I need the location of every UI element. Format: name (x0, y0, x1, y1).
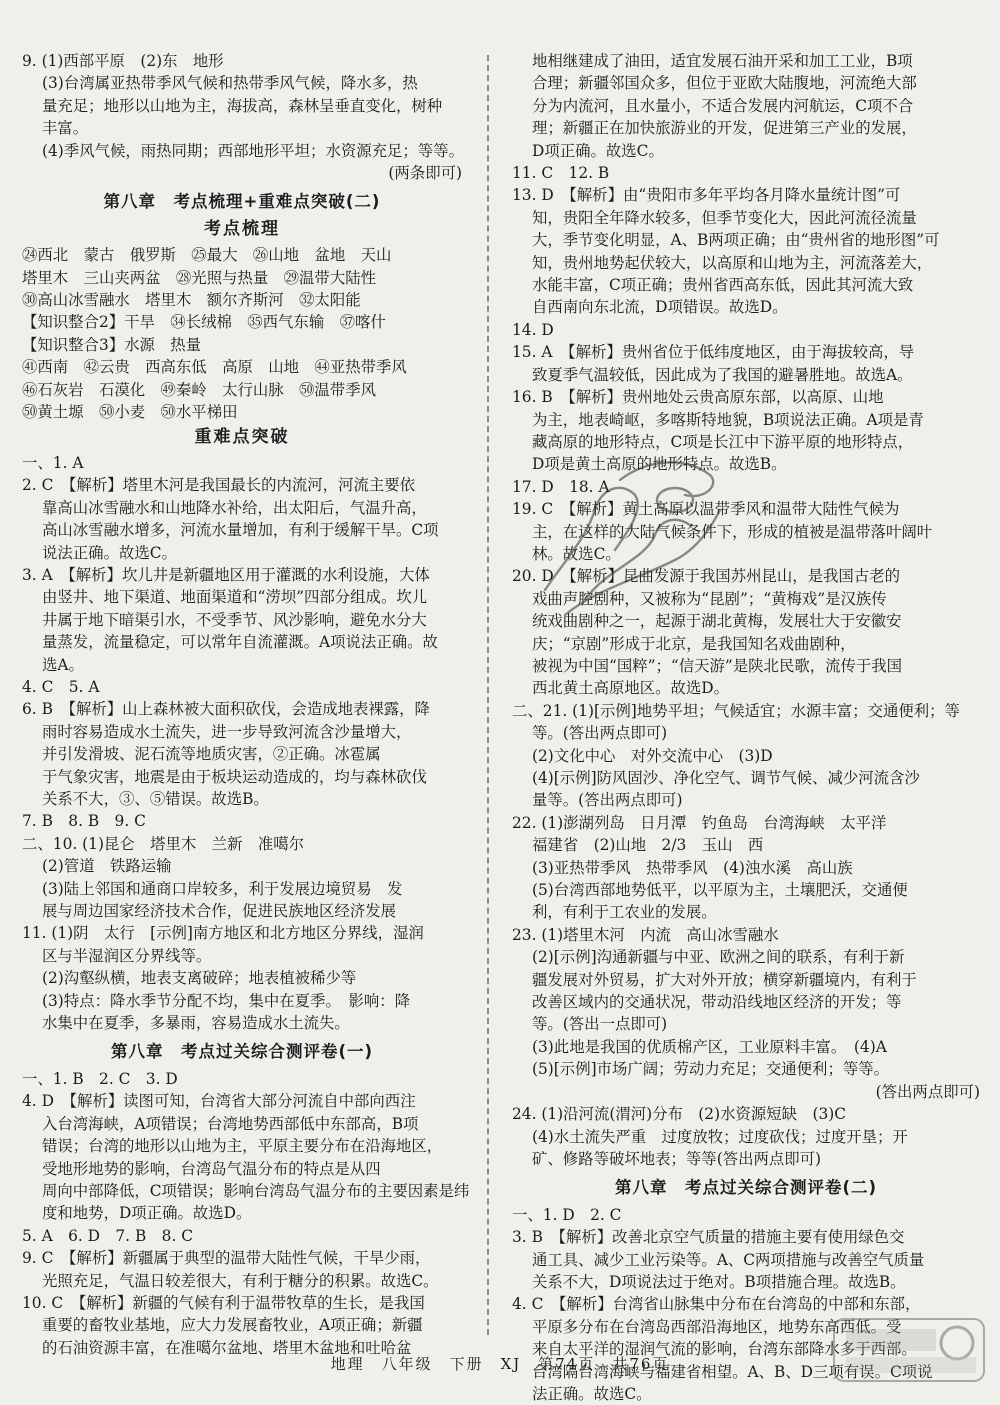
answer-line: 【知识整合2】干旱 ㉞长绒棉 ㉟西气东输 ㊲喀什 (22, 313, 386, 332)
answer-line: 福建省 (2)山地 2/3 玉山 西 (532, 836, 764, 855)
answer-line: 雨时容易造成水土流失，进一步导致河流含沙量增大， (42, 722, 412, 741)
answer-line: 展与周边国家经济技术合作，促进民族地区经济发展 (42, 902, 396, 921)
section-heading: 第八章 考点梳理+重难点突破(二) (103, 192, 381, 212)
answer-line: 靠高山冰雪融水和山地降水补给，出太阳后，气温升高， (42, 498, 427, 517)
answer-line: 重要的畜牧业基地，应大力发展畜牧业，A项正确；新疆 (42, 1316, 423, 1335)
answer-line: 二、21. (1)[示例]地势平坦；气候适宜；水源丰富；交通便利；等 (512, 701, 960, 720)
answer-line: 为主，地表崎岖，多喀斯特地貌，B项说法正确。A项是青 (532, 410, 924, 429)
section-heading: 重难点突破 (194, 426, 290, 447)
answer-line: 大，季节变化明显，A、B两项正确；由“贵州省的地形图”可 (532, 231, 940, 250)
answer-line: (4)[示例]防风固沙、净化空气、调节气候、减少河流含沙 (532, 769, 920, 787)
answer-line: 戏曲声腔剧种，又被称为“昆剧”；“黄梅戏”是汉族传 (532, 589, 887, 608)
answer-line: 7. B 8. B 9. C (22, 812, 146, 831)
site-logo-watermark (832, 1315, 992, 1385)
answer-line: 地相继建成了油田，适宜发展石油开采和加工工业，B项 (532, 52, 913, 70)
answer-line: 14. D (512, 320, 554, 339)
answer-line: 一、1. B 2. C 3. D (22, 1069, 178, 1088)
answer-line: 9. C 【解析】新疆属于典型的温带大陆性气候，干旱少雨， (22, 1249, 431, 1268)
answer-line: 量蒸发，流量稳定，可以常年自流灌溉。A项说法正确。故 (42, 633, 438, 652)
answer-line: 疆发展对外贸易，扩大对外开放；横穿新疆境内，有利于 (532, 970, 917, 989)
answer-line: 高山冰雪融水增多，河流水量增加，有利于缓解干旱。C项 (42, 521, 439, 540)
answer-line: 16. B 【解析】贵州地处云贵高原东部，以高原、山地 (512, 388, 884, 407)
answer-line: ㉔西北 蒙古 俄罗斯 ㉕最大 ㉖山地 盆地 天山 (22, 246, 392, 265)
answer-line: D项是黄土高原的地形特点。故选B。 (532, 455, 787, 474)
answer-line: (4)季风气候，雨热同期；西部地形平坦；水资源充足；等等。 (42, 141, 464, 160)
answer-line: 通工具、减少工业污染等。A、C两项措施与改善空气质量 (532, 1250, 925, 1269)
answer-line: D项正确。故选C。 (532, 141, 664, 160)
answer-line: 2. C 【解析】塔里木河是我国最长的内流河，河流主要依 (22, 476, 416, 495)
answer-line: 选A。 (42, 655, 84, 674)
answer-line: 4. C 【解析】台湾省山脉集中分布在台湾岛的中部和东部， (512, 1295, 921, 1314)
answer-line: 22. (1)澎湖列岛 日月潭 钓鱼岛 台湾海峡 太平洋 (512, 813, 887, 832)
answer-line: 利，有利于工农业的发展。 (532, 903, 717, 922)
answer-line: (2)沟壑纵横，地表支离破碎；地表植被稀少等 (42, 969, 357, 988)
answer-line: 3. A 【解析】坎儿井是新疆地区用于灌溉的水利设施，大体 (22, 565, 430, 584)
answer-line: 度和地势，D项正确。故选D。 (42, 1204, 252, 1223)
answer-line: (4)水土流失严重 过度放牧；过度砍伐；过度开垦；开 (532, 1127, 908, 1146)
answer-line: (5)[示例]市场广阔；劳动力充足；交通便利；等等。 (532, 1060, 890, 1079)
answer-line: 丰富。 (42, 119, 89, 138)
answer-line: 统戏曲剧种之一，起源于湖北黄梅，发展壮大于安徽安 (532, 612, 902, 631)
answer-line: 主，在这样的大陆气候条件下，形成的植被是温带落叶阔叶 (532, 522, 933, 541)
section-heading: 考点梳理 (204, 218, 280, 239)
answer-line: 11. C 12. B (512, 164, 610, 183)
answer-line: 来自太平洋的湿润气流的影响，台湾东部降水多于西部。 (532, 1340, 917, 1359)
answer-line: 受地形地势的影响，台湾岛气温分布的特点是从四 (42, 1159, 381, 1178)
section-heading: 第八章 考点过关综合测评卷(一) (110, 1042, 374, 1062)
answer-line: 区与半湿润区分界线等。 (42, 946, 212, 965)
answer-line: 井属于地下暗渠引水，不受季节、风沙影响，避免水分大 (42, 610, 427, 629)
answer-line: 量等。(答出两点即可) (532, 791, 683, 810)
right-column (512, 50, 980, 1405)
answer-line: 水集中在夏季，多暴雨，容易造成水土流失。 (42, 1014, 350, 1033)
answer-line: (5)台湾西部地势低平，以平原为主，土壤肥沃，交通便 (532, 881, 908, 900)
answer-line: (答出两点即可) (875, 1082, 980, 1101)
answer-line: 被视为中国“国粹”；“信天游”是陕北民歌，流传于我国 (532, 656, 903, 675)
answer-line: 10. C 【解析】新疆的气候有利于温带牧草的生长，是我国 (22, 1293, 425, 1312)
answer-line: 关系不大，D项说法过于绝对。B项措施合理。故选B。 (532, 1272, 906, 1291)
answer-line: 水能丰富，C项正确；贵州省西高东低，因此其河流大致 (532, 276, 914, 295)
answer-line: 由竖井、地下渠道、地面渠道和“涝坝”四部分组成。坎儿 (42, 588, 428, 607)
answer-line: 5. A 6. D 7. B 8. C (22, 1226, 194, 1245)
answer-line: 塔里木 三山夹两盆 ㉘光照与热量 ㉙温带大陆性 (22, 268, 376, 287)
answer-line: ㊿黄土塬 ㊿小麦 ㊿水平梯田 (22, 403, 238, 422)
answer-line: 20. D 【解析】昆曲发源于我国苏州昆山，是我国古老的 (512, 567, 900, 586)
answer-line: 量充足；地形以山地为主，海拔高，森林呈垂直变化，树种 (42, 96, 443, 115)
answer-line: 法正确。故选C。 (532, 1384, 652, 1403)
answer-line: 知，贵阳全年降水较多，但季节变化大，因此河流径流量 (532, 208, 917, 227)
answer-line: 一、1. D 2. C (512, 1205, 622, 1224)
answer-line: ㊻石灰岩 石漠化 ㊾秦岭 太行山脉 ㊿温带季风 (22, 380, 376, 399)
column-divider (487, 55, 489, 1335)
left-column (22, 50, 470, 1359)
answer-line: 林。故选C。 (532, 544, 621, 563)
answer-line: ㊶西南 ㊷云贵 西高东低 高原 山地 ㊹亚热带季风 (22, 358, 407, 377)
answer-line: 13. D 【解析】由“贵阳市多年平均各月降水量统计图”可 (512, 186, 901, 205)
answer-line: 平原多分布在台湾岛西部沿海地区，地势东高西低。受 (532, 1317, 902, 1336)
answer-line: (3)亚热带季风 热带季风 (4)浊水溪 高山族 (532, 858, 853, 877)
answer-line: 矿、修路等破坏地表；等等(答出两点即可) (532, 1149, 822, 1168)
answer-line: 15. A 【解析】贵州省位于低纬度地区，由于海拔较高，导 (512, 343, 915, 362)
answer-line: 17. D 18. A (512, 477, 610, 496)
answer-line: 改善区域内的交通状况，带动沿线地区经济的开发；等 (532, 993, 902, 1012)
answer-line: 9. (1)西部平原 (2)东 地形 (22, 52, 224, 70)
answer-line: 西北黄土高原地区。故选D。 (532, 679, 730, 698)
answer-line: (2)文化中心 对外交流中心 (3)D (532, 746, 773, 765)
answer-line: 19. C 【解析】黄土高原以温带季风和温带大陆性气候为 (512, 500, 900, 519)
answer-line: 周向中部降低，C项错误；影响台湾岛气温分布的主要因素是纬 (42, 1181, 470, 1200)
answer-line: 4. D 【解析】读图可知，台湾省大部分河流自中部向西注 (22, 1092, 416, 1111)
answer-line: 并引发滑坡、泥石流等地质灾害，②正确。冰雹属 (42, 745, 381, 764)
answer-line: 庆；“京剧”形成于北京，是我国知名戏曲剧种， (532, 634, 856, 653)
answer-line: (2)[示例]沟通新疆与中亚、欧洲之间的联系，有利于新 (532, 948, 905, 967)
answer-line: 二、10. (1)昆仑 塔里木 兰新 准噶尔 (22, 834, 305, 853)
answer-line: 台湾隔台湾海峡与福建省相望。A、B、D三项有误。C项说 (532, 1362, 933, 1381)
answer-line: 6. B 【解析】山上森林被大面积砍伐，会造成地表裸露，降 (22, 700, 430, 719)
answer-line: 分为内流河，且水量小，不适合发展内河航运，C项不合 (532, 96, 914, 115)
answer-line: 知，贵州地势起伏较大，以高原和山地为主，河流落差大， (532, 253, 933, 272)
answer-line: 23. (1)塔里木河 内流 高山冰雪融水 (512, 925, 779, 944)
answer-line: 自西南向东北流，D项错误。故选D。 (532, 298, 788, 317)
answer-line: 致夏季气温较低，因此成为了我国的避暑胜地。故选A。 (532, 365, 913, 384)
answer-line: 于气象灾害，地震是由于板块运动造成的，均与森林砍伐 (42, 767, 427, 786)
answer-line: 说法正确。故选C。 (42, 543, 177, 562)
answer-line: (2)管道 铁路运输 (42, 857, 172, 876)
answer-line: (3)此地是我国的优质棉产区，工业原料丰富。 (4)A (532, 1037, 887, 1056)
answer-line: 光照充足，气温日较差很大，有利于糖分的积累。故选C。 (42, 1271, 439, 1290)
answer-line: (3)特点：降水季节分配不均，集中在夏季。 影响：降 (42, 991, 411, 1010)
answer-line: (3)台湾属亚热带季风气候和热带季风气候，降水多，热 (42, 74, 418, 93)
answer-line: 【知识整合3】水源 热量 (22, 335, 202, 354)
answer-line: 一、1. A (22, 453, 84, 472)
answer-line: ㉚高山冰雪融水 塔里木 额尔齐斯河 ㉜太阳能 (22, 291, 361, 310)
answer-line: 入台湾海峡，A项错误；台湾地势西部低中东部高，B项 (42, 1114, 419, 1133)
answer-line: 合理；新疆邻国众多，但位于亚欧大陆腹地，河流绝大部 (532, 74, 917, 93)
answer-line: 11. (1)阴 太行 [示例]南方地区和北方地区分界线，湿润 (22, 924, 424, 943)
answer-line: (两条即可) (388, 164, 462, 183)
answer-line: 等。(答出两点即可) (532, 724, 668, 743)
answer-line: 错误；台湾的地形以山地为主，平原主要分布在沿海地区， (42, 1137, 443, 1156)
answer-line: 关系不大，③、⑤错误。故选B。 (42, 790, 269, 808)
answer-line: 理；新疆正在加快旅游业的开发，促进第三产业的发展， (532, 119, 917, 138)
answer-line: 的石油资源丰富，在准噶尔盆地、塔里木盆地和吐哈盆 (42, 1338, 412, 1357)
section-heading: 第八章 考点过关综合测评卷(二) (614, 1178, 878, 1198)
answer-line: (3)陆上邻国和通商口岸较多，利于发展边境贸易 发 (42, 879, 403, 898)
answer-line: 24. (1)沿河流(渭河)分布 (2)水资源短缺 (3)C (512, 1105, 847, 1124)
answer-line: 4. C 5. A (22, 677, 100, 696)
page-footer: 地理 八年级 下册 XJ 第74页 共76页 (330, 1355, 670, 1373)
answer-line: 等。(答出一点即可) (532, 1015, 668, 1034)
answer-line: 3. B 【解析】改善北京空气质量的措施主要有使用绿色交 (512, 1228, 905, 1247)
answer-line: 藏高原的地形特点，C项是长江中下游平原的地形特点， (532, 432, 914, 451)
